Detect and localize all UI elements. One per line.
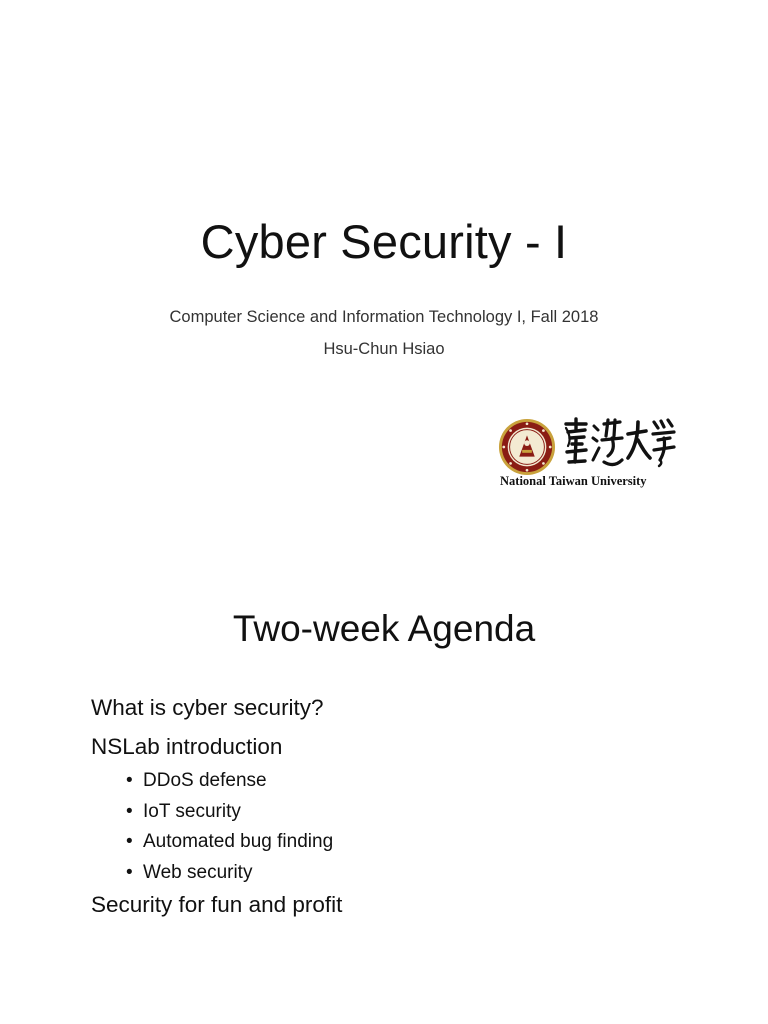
agenda-sublist bbox=[126, 766, 333, 888]
agenda-subitem bbox=[126, 827, 333, 858]
university-seal-icon bbox=[498, 418, 556, 476]
agenda-subitem-label: Web security bbox=[143, 861, 253, 883]
slide-agenda bbox=[0, 540, 768, 1024]
agenda-item: What is cyber security? bbox=[91, 695, 324, 720]
university-logo bbox=[496, 414, 680, 494]
agenda-subitem-label: DDoS defense bbox=[143, 770, 267, 791]
agenda-subitem-label: Automated bug finding bbox=[143, 831, 334, 852]
agenda-item: Security for fun and profit bbox=[91, 892, 343, 917]
agenda-subitem bbox=[126, 858, 333, 889]
author-name: Hsu-Chun Hsiao bbox=[323, 340, 445, 358]
course-subtitle: Computer Science and Information Technology I, Fall 2018 bbox=[169, 308, 599, 326]
agenda-heading: Two-week Agenda bbox=[232, 608, 536, 649]
bullet-icon: • bbox=[126, 831, 133, 852]
slide-title-heading: Cyber Security - I bbox=[200, 215, 568, 268]
calligraphy-logotype bbox=[560, 416, 676, 474]
bullet-icon: • bbox=[126, 861, 133, 883]
agenda-subitem bbox=[126, 797, 333, 828]
agenda-subitem bbox=[126, 766, 333, 797]
university-name: National Taiwan University bbox=[500, 474, 647, 488]
agenda-subitem-label: IoT security bbox=[143, 800, 241, 822]
bullet-icon: • bbox=[126, 770, 133, 791]
bullet-icon: • bbox=[126, 800, 133, 822]
agenda-item: NSLab introduction bbox=[91, 734, 283, 759]
